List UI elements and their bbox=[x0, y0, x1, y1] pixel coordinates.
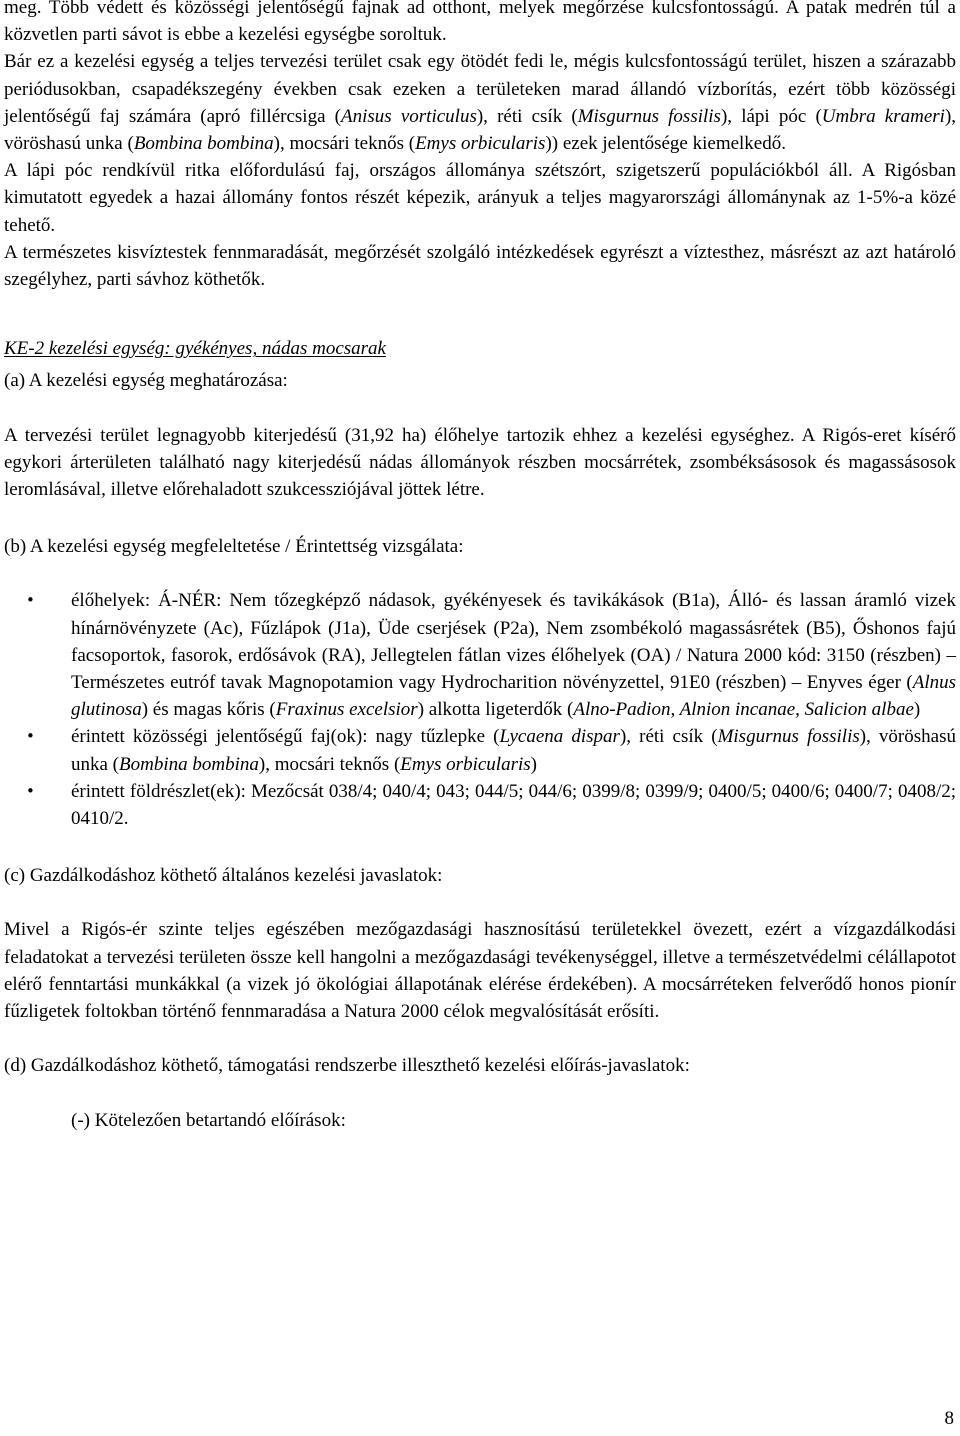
italic-species-name: Misgurnus fossilis bbox=[577, 105, 721, 127]
bullet-item-species bbox=[4, 723, 956, 777]
italic-species-name: Alno-Padion, Alnion incanae, Salicion albae bbox=[573, 699, 914, 721]
italic-species-name: Bombina bombina bbox=[119, 753, 259, 775]
subsection-b-label: (b) A kezelési egység megfeleltetése / Érintettség vizsgálata: bbox=[4, 536, 464, 558]
paragraph-measures: A természetes kisvíztestek fennmaradását, megőrzését szolgáló intézkedések egyrészt a víztesthez, másrészt az azt határoló szegélyhez, parti sávhoz köthetők. bbox=[4, 241, 956, 291]
spacer bbox=[4, 832, 956, 862]
bullet-icon: • bbox=[26, 591, 35, 610]
spacer bbox=[4, 560, 956, 587]
italic-species-name: Misgurnus fossilis bbox=[717, 726, 860, 748]
subsection-c-text: Mivel a Rigós-ér szinte teljes egészében mezőgazdasági hasznosítású területekkel övezett, ezért a vízgazdálkodási feladatokat a tervezési területen össze kell hangolni a mezőgazdasági tevékenységgel, illetve a természetvédelmi célállapotot elérő fenntartási munkákkal (a vizek jó ökológiai állapotának elérése érdekében). A mocsárréteken felverődő honos pionír fűzligetek foltokban történő fennmaradása a Natura 2000 célok megvalósítását erősíti. bbox=[4, 919, 956, 1023]
spacer bbox=[4, 503, 956, 533]
spacer bbox=[4, 1025, 956, 1052]
italic-species-name: Alnus glutinosa bbox=[71, 672, 956, 721]
italic-species-name: Umbra krameri bbox=[821, 105, 945, 127]
subsection-d-sub: (-) Kötelezően betartandó előírások: bbox=[71, 1109, 346, 1131]
bullet-icon: • bbox=[26, 727, 35, 746]
bullet-item-habitats bbox=[4, 587, 956, 723]
italic-species-name: Anisus vorticulus bbox=[341, 105, 477, 127]
spacer bbox=[4, 1080, 956, 1107]
bullet-item-parcels bbox=[4, 778, 956, 832]
paragraph-lapi-poc: A lápi póc rendkívül ritka előfordulású faj, országos állománya szétszórt, szigetszerű populációkból áll. A Rigósban kimutatott egyedek a hazai állomány fontos részét képezik, arányuk a teljes magyarországi állománynak az 1-5%-a közé tehető. bbox=[4, 160, 956, 236]
subsection-a-text: A tervezési terület legnagyobb kiterjedésű (31,92 ha) élőhelye tartozik ehhez a kezelési egységhez. A Rigós-eret kísérő egykori árterületen található nagy kiterjedésű nádas állományok részben mocsárrétek, zsombéksásosok és magassásosok leromlásával, illetve előrehaladott szukcessziójával jöttek létre. bbox=[4, 424, 956, 501]
subsection-c-label: (c) Gazdálkodáshoz köthető általános kezelési javaslatok: bbox=[4, 865, 443, 887]
italic-species-name: Emys orbicularis bbox=[400, 753, 531, 775]
paragraph-importance: Bár ez a kezelési egység a teljes tervezési terület csak egy ötödét fedi le, mégis kulcsfontosságú terület, hiszen a szárazabb periódusokban, csapadékszegény években csak ezeken a területeken marad állandó vízborítás, ezért több közösségi jelentőségű faj számára (apró fillércsiga (Anisus vorticulus), réti csík (Misgurnus fossilis), lápi póc (Umbra krameri), vöröshasú unka (Bombina bombina), mocsári teknős (Emys orbicularis)) ezek jelentősége kiemelkedő. bbox=[4, 51, 957, 155]
italic-species-name: Emys orbicularis bbox=[415, 133, 546, 155]
spacer bbox=[4, 395, 956, 422]
paragraph-intro: meg. Több védett és közösségi jelentőségű fajnak ad otthont, melyek megőrzése kulcsfontosságú. A patak medrén túl a közvetlen parti sávot is ebbe a kezelési egységbe soroltuk. bbox=[4, 0, 956, 46]
bullet-text: érintett közösségi jelentőségű faj(ok): nagy tűzlepke (Lycaena dispar), réti csík (Misgurnus fossilis), vöröshasú unka (Bombina bombina), mocsári teknős (Emys orbicularis) bbox=[71, 726, 956, 775]
italic-species-name: Bombina bombina bbox=[133, 133, 274, 155]
spacer bbox=[4, 889, 956, 916]
page-number: 8 bbox=[944, 1408, 954, 1429]
spacer bbox=[4, 293, 956, 335]
section-heading: KE-2 kezelési egység: gyékényes, nádas mocsarak bbox=[4, 338, 386, 360]
subsection-a-label: (a) A kezelési egység meghatározása: bbox=[4, 370, 288, 392]
bullet-text: érintett földrészlet(ek): Mezőcsát 038/4; 040/4; 043; 044/5; 044/6; 0399/8; 0399/9; 0400/5; 0400/6; 0400/7; 0408/2; 0410/2. bbox=[71, 780, 956, 830]
bullet-icon: • bbox=[26, 781, 35, 800]
italic-species-name: Fraxinus excelsior bbox=[275, 699, 418, 721]
document-page bbox=[4, 0, 956, 1134]
italic-species-name: Lycaena dispar bbox=[499, 726, 620, 748]
bullet-list bbox=[4, 587, 956, 832]
subsection-d-label: (d) Gazdálkodáshoz köthető, támogatási rendszerbe illeszthető kezelési előírás-javaslatok: bbox=[4, 1055, 690, 1077]
bullet-text: élőhelyek: Á-NÉR: Nem tőzegképző nádasok, gyékényesek és tavikákások (B1a), Álló- és lassan áramló vizek hínárnövényzete (Ac), Fűzlápok (J1a), Üde cserjések (P2a), Nem zsombékoló magassásrétek (B5), Őshonos fajú facsoportok, fasorok, erdősávok (RA), Jellegtelen fátlan vizes élőhelyek (OA) / Natura 2000 kód: 3150 (részben) – Természetes eutróf tavak Magnopotamion vagy Hydrocharition növényzettel, 91E0 (részben) – Enyves éger (Alnus glutinosa) és magas kőris (Fraxinus excelsior) alkotta ligeterdők (Alno-Padion, Alnion incanae, Salicion albae) bbox=[71, 590, 956, 721]
